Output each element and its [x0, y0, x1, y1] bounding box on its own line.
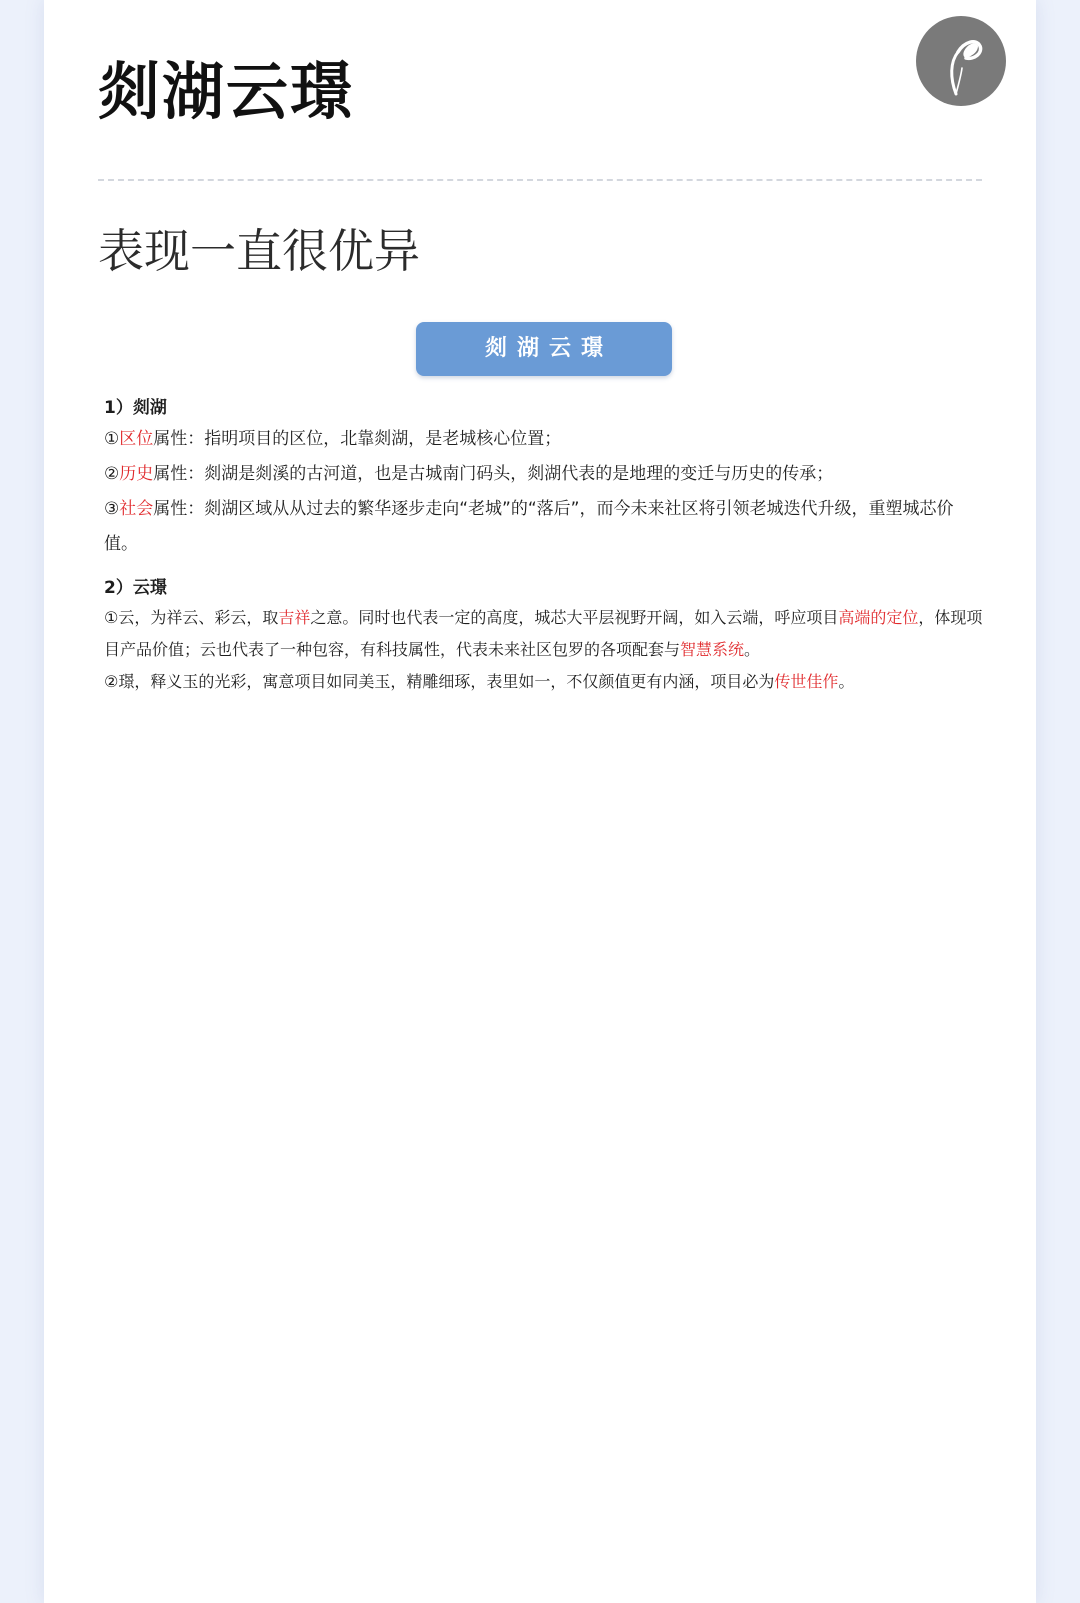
highlighted-term: 吉祥	[278, 608, 311, 627]
item-text: 属性：指明项目的区位，北靠剡湖，是老城核心位置；	[153, 429, 562, 449]
page-title: 剡湖云璟	[98, 55, 355, 128]
item-number: ③	[104, 499, 120, 519]
list-item	[104, 457, 984, 492]
item-number: ②	[104, 464, 120, 484]
section-heading: 1）剡湖	[104, 398, 167, 418]
item-text: 属性：剡湖区域从从过去的繁华逐步走向“老城”的“落后”，而今未来社区将引领老城迭代升级，重塑城芯价值。	[104, 499, 954, 554]
dashed-divider	[98, 179, 982, 181]
highlighted-term: 传世佳作	[774, 672, 839, 691]
document-body	[104, 394, 984, 698]
item-text: ①云，为祥云、彩云，取	[104, 608, 279, 627]
document-card	[44, 0, 1036, 1603]
section-heading: 2）云璟	[104, 578, 167, 598]
item-text: 。	[744, 640, 761, 659]
item-text: 属性：剡湖是剡溪的古河道，也是古城南门码头，剡湖代表的是地理的变迁与历史的传承；	[153, 464, 834, 484]
highlighted-term: 高端的定位	[838, 608, 919, 627]
item-text: ，体现项目产品价值；云也代表了一种包容，有科技属性，代表未来社区包罗的各项配套与	[104, 608, 983, 659]
highlighted-term: 智慧系统	[680, 640, 745, 659]
highlighted-term: 历史	[119, 464, 154, 484]
item-text: 。	[838, 672, 855, 691]
swirl-logo-icon	[916, 16, 1006, 106]
highlighted-term: 社会	[119, 499, 154, 519]
list-item	[104, 602, 984, 666]
list-item	[104, 492, 984, 562]
item-text: 之意。同时也代表一定的高度，城芯大平层视野开阔，如入云端，呼应项目	[310, 608, 839, 627]
item-number: ①	[104, 429, 120, 449]
item-text: ②璟，释义玉的光彩，寓意项目如同美玉，精雕细琢，表里如一，不仅颜值更有内涵，项目必为	[104, 672, 775, 691]
highlighted-term: 区位	[119, 429, 154, 449]
list-item	[104, 666, 984, 698]
page-subtitle: 表现一直很优异	[98, 224, 420, 278]
list-item	[104, 422, 984, 457]
project-name-banner: 剡湖云璟	[416, 322, 672, 376]
